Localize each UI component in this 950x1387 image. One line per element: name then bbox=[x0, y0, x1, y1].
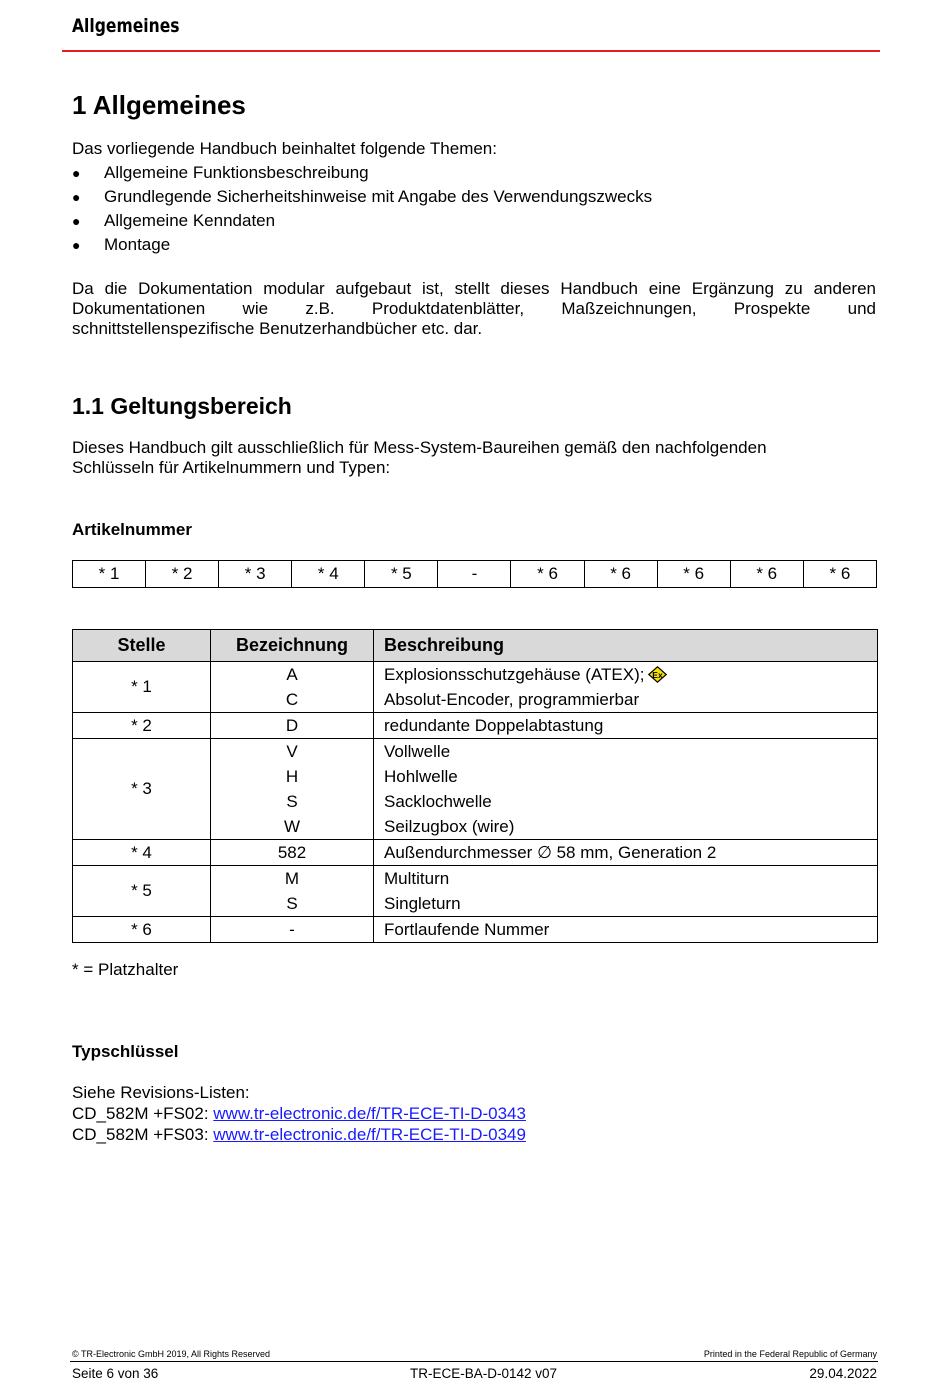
article-cell: * 6 bbox=[657, 561, 730, 588]
section-heading-1: 1 Allgemeines bbox=[72, 90, 246, 120]
article-cell: * 1 bbox=[73, 561, 146, 588]
header-rule bbox=[62, 50, 880, 52]
article-cell: * 6 bbox=[584, 561, 657, 588]
table-row bbox=[73, 662, 878, 713]
list-item: ● Montage bbox=[72, 233, 652, 257]
article-number-table bbox=[72, 560, 877, 588]
table-row bbox=[73, 840, 878, 866]
article-cell: * 3 bbox=[219, 561, 292, 588]
code-cell: D bbox=[211, 713, 374, 739]
footer-copyright: © TR-Electronic GmbH 2019, All Rights Reserved bbox=[72, 1349, 271, 1359]
footer-page-number: Seite 6 von 36 bbox=[72, 1366, 159, 1381]
table-row bbox=[73, 713, 878, 739]
atex-ex-icon bbox=[648, 665, 667, 690]
article-cell: * 4 bbox=[292, 561, 365, 588]
col-header-stelle: Stelle bbox=[73, 630, 211, 662]
article-cell: * 6 bbox=[803, 561, 876, 588]
table-row bbox=[73, 739, 878, 840]
footer-printed: Printed in the Federal Republic of Germany bbox=[703, 1349, 877, 1359]
footer-doc-id: TR-ECE-BA-D-0142 v07 bbox=[410, 1366, 558, 1381]
running-header: Allgemeines bbox=[72, 15, 180, 37]
stelle-cell: * 5 bbox=[73, 866, 211, 917]
code-cell: 582 bbox=[211, 840, 374, 866]
table-row bbox=[73, 561, 877, 588]
bullet-icon: ● bbox=[72, 189, 81, 205]
stelle-cell: * 6 bbox=[73, 917, 211, 943]
stelle-cell: * 4 bbox=[73, 840, 211, 866]
code-cell: M S bbox=[211, 866, 374, 917]
footer-rule bbox=[70, 1361, 878, 1362]
col-header-beschreibung: Beschreibung bbox=[374, 630, 878, 662]
desc-cell: redundante Doppelabtastung bbox=[374, 713, 878, 739]
stelle-cell: * 3 bbox=[73, 739, 211, 840]
bullet-icon: ● bbox=[72, 213, 81, 229]
article-cell: * 2 bbox=[146, 561, 219, 588]
bullet-icon: ● bbox=[72, 165, 81, 181]
desc-cell: Multiturn Singleturn bbox=[374, 866, 878, 917]
desc-cell: Außendurchmesser ∅ 58 mm, Generation 2 bbox=[374, 840, 878, 866]
type-key-label: Typschlüssel bbox=[72, 1042, 179, 1061]
footer-date: 29.04.2022 bbox=[809, 1366, 877, 1381]
key-table bbox=[72, 629, 878, 943]
table-row bbox=[73, 917, 878, 943]
svg-text:Ex: Ex bbox=[652, 669, 664, 680]
intro-text: Das vorliegende Handbuch beinhaltet folgende Themen: bbox=[72, 139, 497, 158]
col-header-bezeichnung: Bezeichnung bbox=[211, 630, 374, 662]
list-item: ● Grundlegende Sicherheitshinweise mit Angabe des Verwendungszwecks bbox=[72, 185, 652, 209]
table-header-row bbox=[73, 630, 878, 662]
scope-paragraph: Dieses Handbuch gilt ausschließlich für Mess-System-Baureihen gemäß den nachfolgenden Schlüsseln für Artikelnummern und Typen: bbox=[72, 438, 767, 477]
list-item: ● Allgemeine Kenndaten bbox=[72, 209, 652, 233]
table-row bbox=[73, 866, 878, 917]
topic-list bbox=[72, 161, 652, 257]
revision-list: Siehe Revisions-Listen: CD_582M +FS02: www.tr-electronic.de/f/TR-ECE-TI-D-0343 CD_582M +FS03: www.tr-electronic.de/f/TR-ECE-TI-D-0349 bbox=[72, 1083, 526, 1144]
placeholder-note: * = Platzhalter bbox=[72, 960, 179, 979]
article-number-label: Artikelnummer bbox=[72, 520, 192, 539]
article-cell: - bbox=[438, 561, 511, 588]
stelle-cell: * 1 bbox=[73, 662, 211, 713]
code-cell: - bbox=[211, 917, 374, 943]
desc-cell: Fortlaufende Nummer bbox=[374, 917, 878, 943]
code-cell: V H S W bbox=[211, 739, 374, 840]
article-cell: * 6 bbox=[730, 561, 803, 588]
revision-link-fs02[interactable]: www.tr-electronic.de/f/TR-ECE-TI-D-0343 bbox=[213, 1104, 526, 1123]
code-cell: A C bbox=[211, 662, 374, 713]
desc-cell: Vollwelle Hohlwelle Sacklochwelle Seilzugbox (wire) bbox=[374, 739, 878, 840]
bullet-icon: ● bbox=[72, 237, 81, 253]
revision-link-fs03[interactable]: www.tr-electronic.de/f/TR-ECE-TI-D-0349 bbox=[213, 1125, 526, 1144]
modular-paragraph: Da die Dokumentation modular aufgebaut ist, stellt dieses Handbuch eine Ergänzung zu anderen Dokumentationen wie z.B. Produktdatenblätter, Maßzeichnungen, Prospekte und schnittstellenspezifische Benutzerhandbücher etc. dar. bbox=[72, 279, 876, 338]
desc-cell: Explosionsschutzgehäuse (ATEX); Ex Absolut-Encoder, programmierbar bbox=[374, 662, 878, 713]
section-heading-1-1: 1.1 Geltungsbereich bbox=[72, 393, 292, 419]
stelle-cell: * 2 bbox=[73, 713, 211, 739]
article-cell: * 5 bbox=[365, 561, 438, 588]
list-item: ● Allgemeine Funktionsbeschreibung bbox=[72, 161, 652, 185]
article-cell: * 6 bbox=[511, 561, 584, 588]
